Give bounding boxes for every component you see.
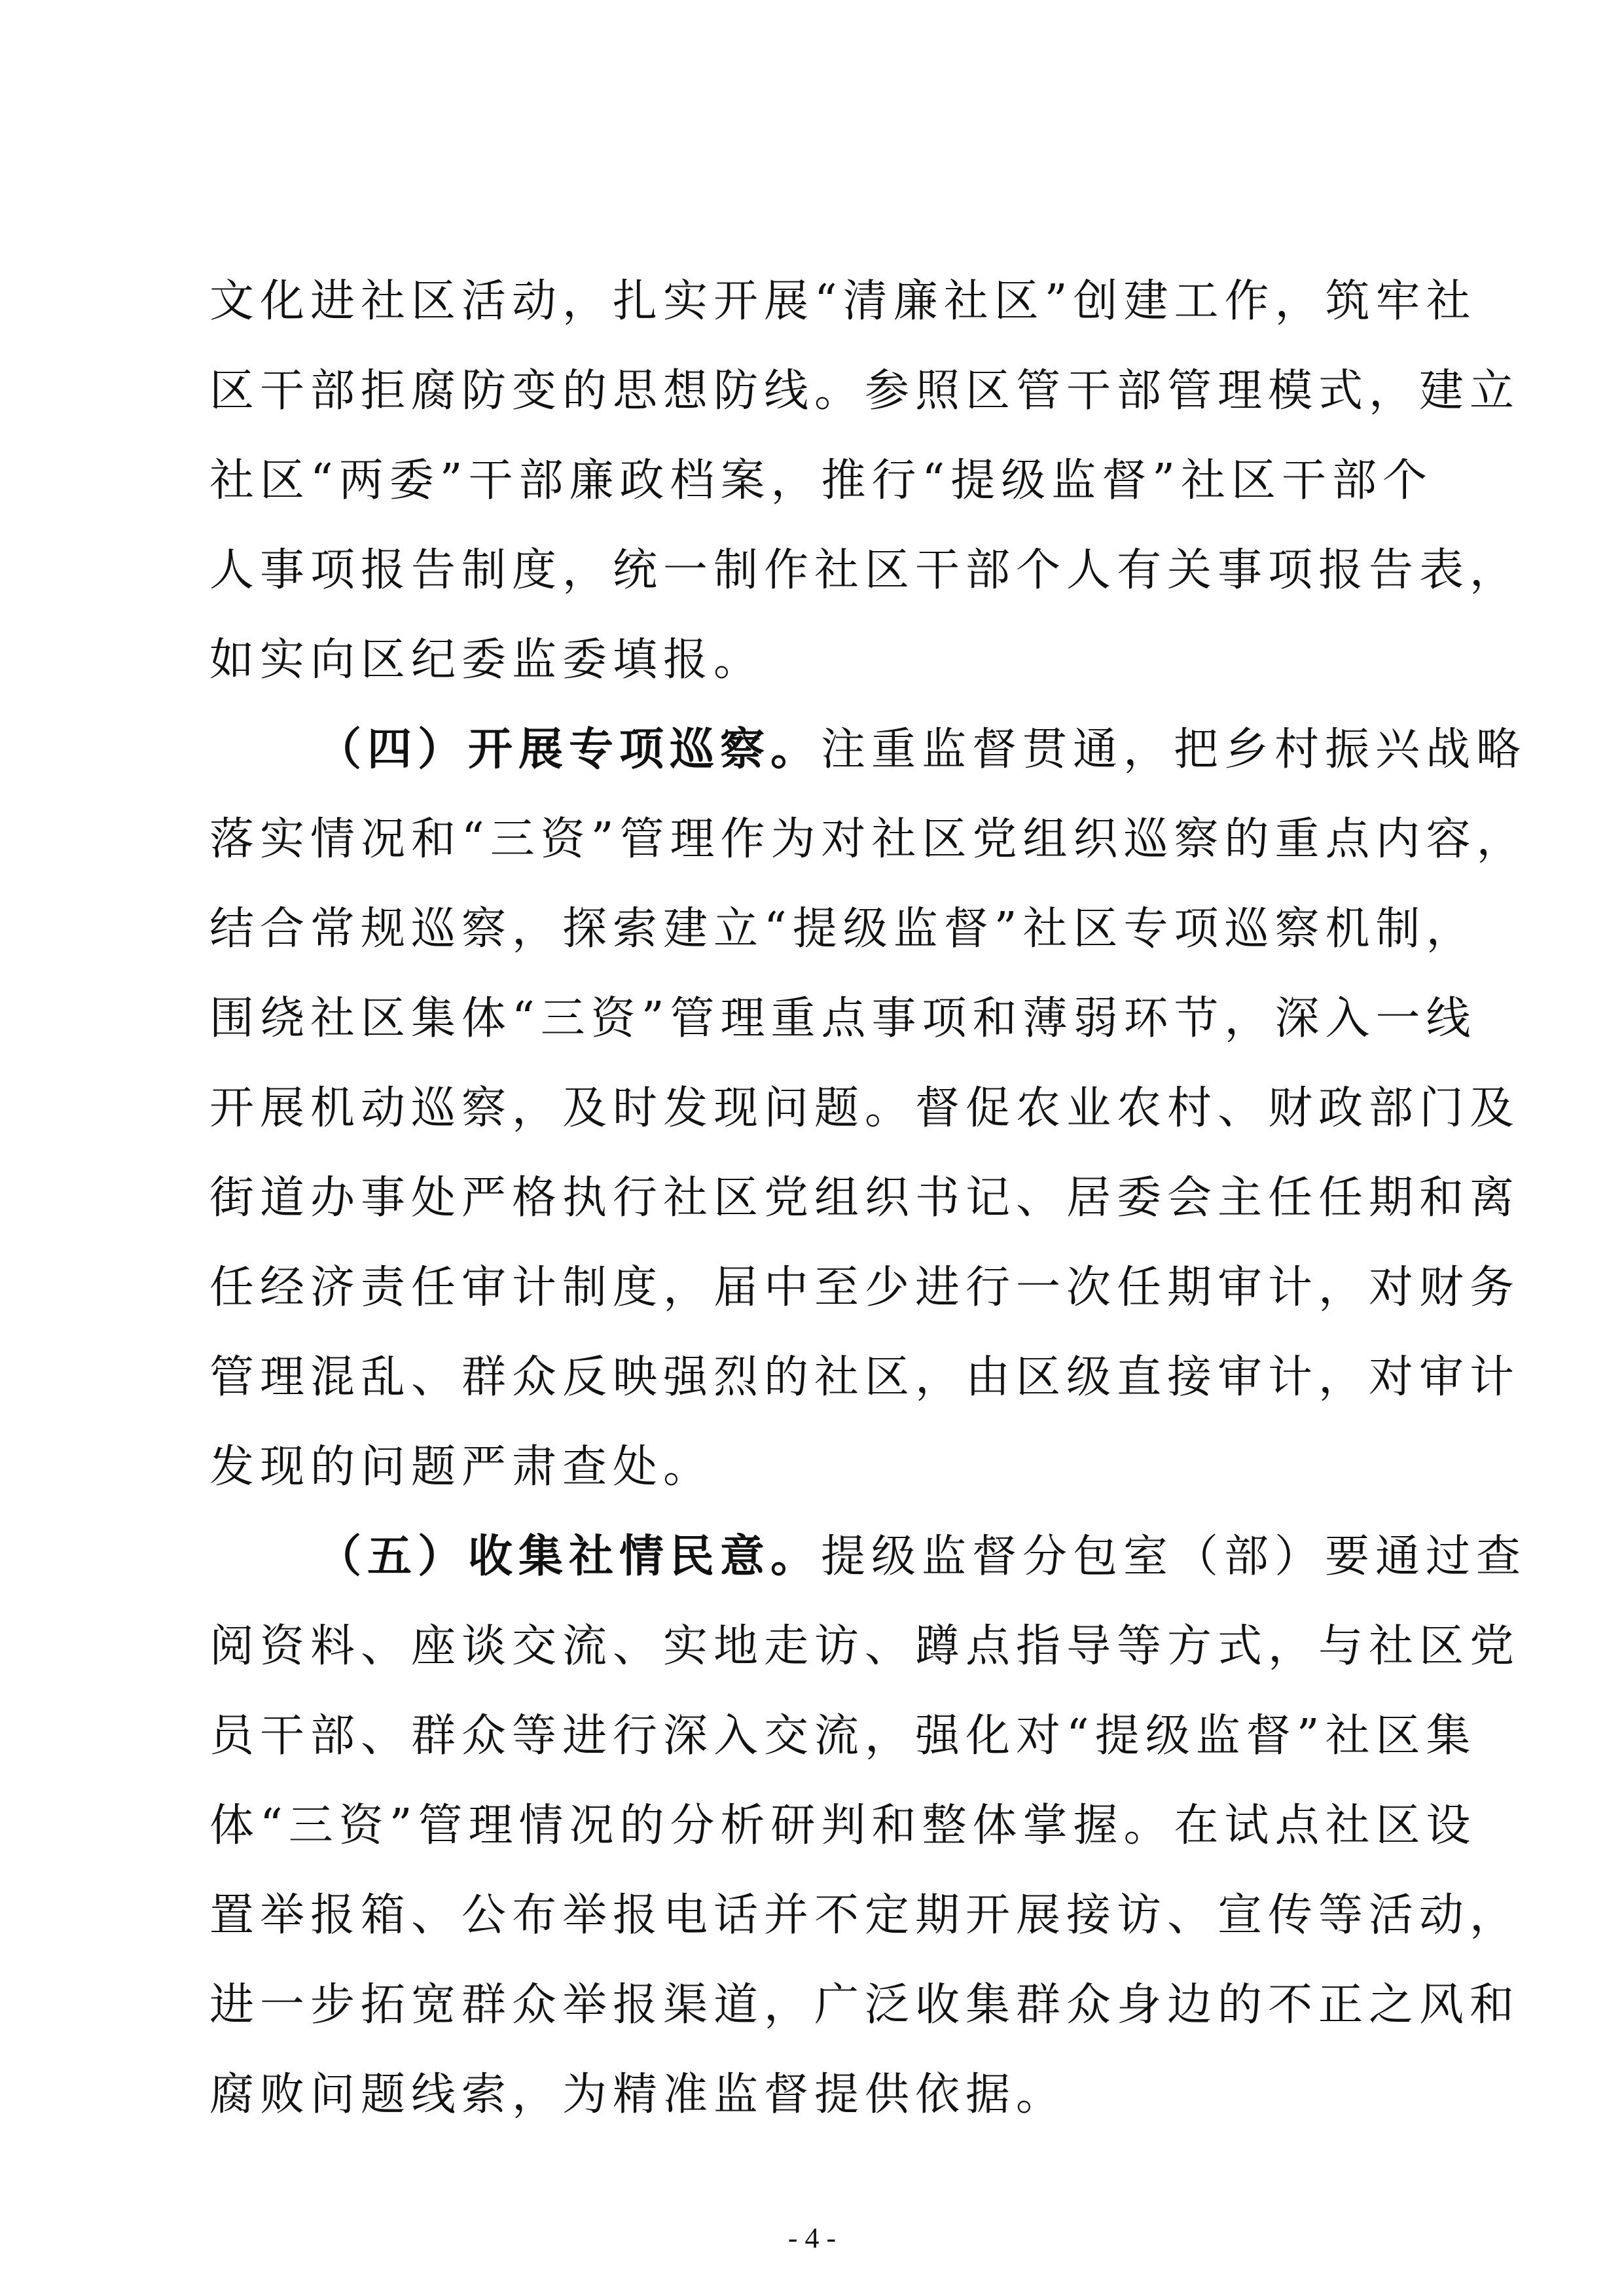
section-heading: （四）开展专项巡察。	[317, 724, 821, 776]
line-text: 任经济责任审计制度，届中至少进行一次任期审计，对财务	[209, 1262, 1521, 1314]
line-text: 阅资料、座谈交流、实地走访、蹲点指导等方式，与社区党	[209, 1621, 1521, 1672]
text-line	[209, 974, 1477, 1064]
line-text: 落实情况和“三资”管理作为对社区党组织巡察的重点内容，	[209, 814, 1527, 865]
section-heading-line	[209, 705, 1527, 795]
line-text: 如实向区纪委监委填报。	[209, 634, 765, 686]
line-text: 管理混乱、群众反映强烈的社区，由区级直接审计，对审计	[209, 1352, 1521, 1403]
line-text: 结合常规巡察，探索建立“提级监督”社区专项巡察机制，	[209, 903, 1477, 955]
line-text: 社区“两委”干部廉政档案，推行“提级监督”社区干部个	[209, 455, 1434, 507]
line-text: 腐败问题线索，为精准监督提供依据。	[209, 2069, 1067, 2121]
text-line	[209, 526, 1521, 615]
text-line	[209, 1781, 1477, 1871]
text-line	[209, 1333, 1521, 1422]
line-text: 注重监督贯通，把乡村振兴战略	[821, 724, 1527, 776]
line-text: 发现的问题严肃查处。	[209, 1441, 714, 1493]
section-heading: （五）收集社情民意。	[317, 1531, 821, 1583]
text-line	[209, 257, 1477, 346]
body-text	[209, 257, 1527, 2140]
text-line	[209, 1691, 1477, 1781]
line-text: 进一步拓宽群众举报渠道，广泛收集群众身边的不正之风和	[209, 1979, 1521, 2031]
line-text: 围绕社区集体“三资”管理重点事项和薄弱环节，深入一线	[209, 993, 1477, 1045]
text-line	[209, 1064, 1521, 1153]
line-text: 开展机动巡察，及时发现问题。督促农业农村、财政部门及	[209, 1083, 1521, 1134]
text-line	[209, 1243, 1521, 1333]
text-line	[209, 884, 1477, 974]
text-line	[209, 1422, 1420, 1512]
text-line	[209, 615, 1420, 705]
text-line	[209, 436, 1434, 526]
page-number: - 4 -	[787, 2222, 837, 2254]
text-line	[209, 1602, 1521, 1691]
text-line	[209, 1153, 1521, 1243]
line-text: 体“三资”管理情况的分析研判和整体掌握。在试点社区设	[209, 1800, 1477, 1852]
text-line	[209, 1871, 1521, 1960]
text-line	[209, 795, 1527, 884]
text-line	[209, 346, 1521, 436]
text-line	[209, 1960, 1521, 2050]
line-text: 置举报箱、公布举报电话并不定期开展接访、宣传等活动，	[209, 1890, 1521, 1941]
line-text: 区干部拒腐防变的思想防线。参照区管干部管理模式，建立	[209, 365, 1521, 417]
section-heading-line	[209, 1512, 1527, 1602]
line-text: 街道办事处严格执行社区党组织书记、居委会主任任期和离	[209, 1172, 1521, 1224]
text-line	[209, 2050, 1420, 2140]
line-text: 人事项报告制度，统一制作社区干部个人有关事项报告表，	[209, 545, 1521, 596]
line-text: 员干部、群众等进行深入交流，强化对“提级监督”社区集	[209, 1710, 1477, 1762]
line-text: 提级监督分包室（部）要通过查	[821, 1531, 1527, 1583]
line-text: 文化进社区活动，扎实开展“清廉社区”创建工作，筑牢社	[209, 276, 1477, 327]
